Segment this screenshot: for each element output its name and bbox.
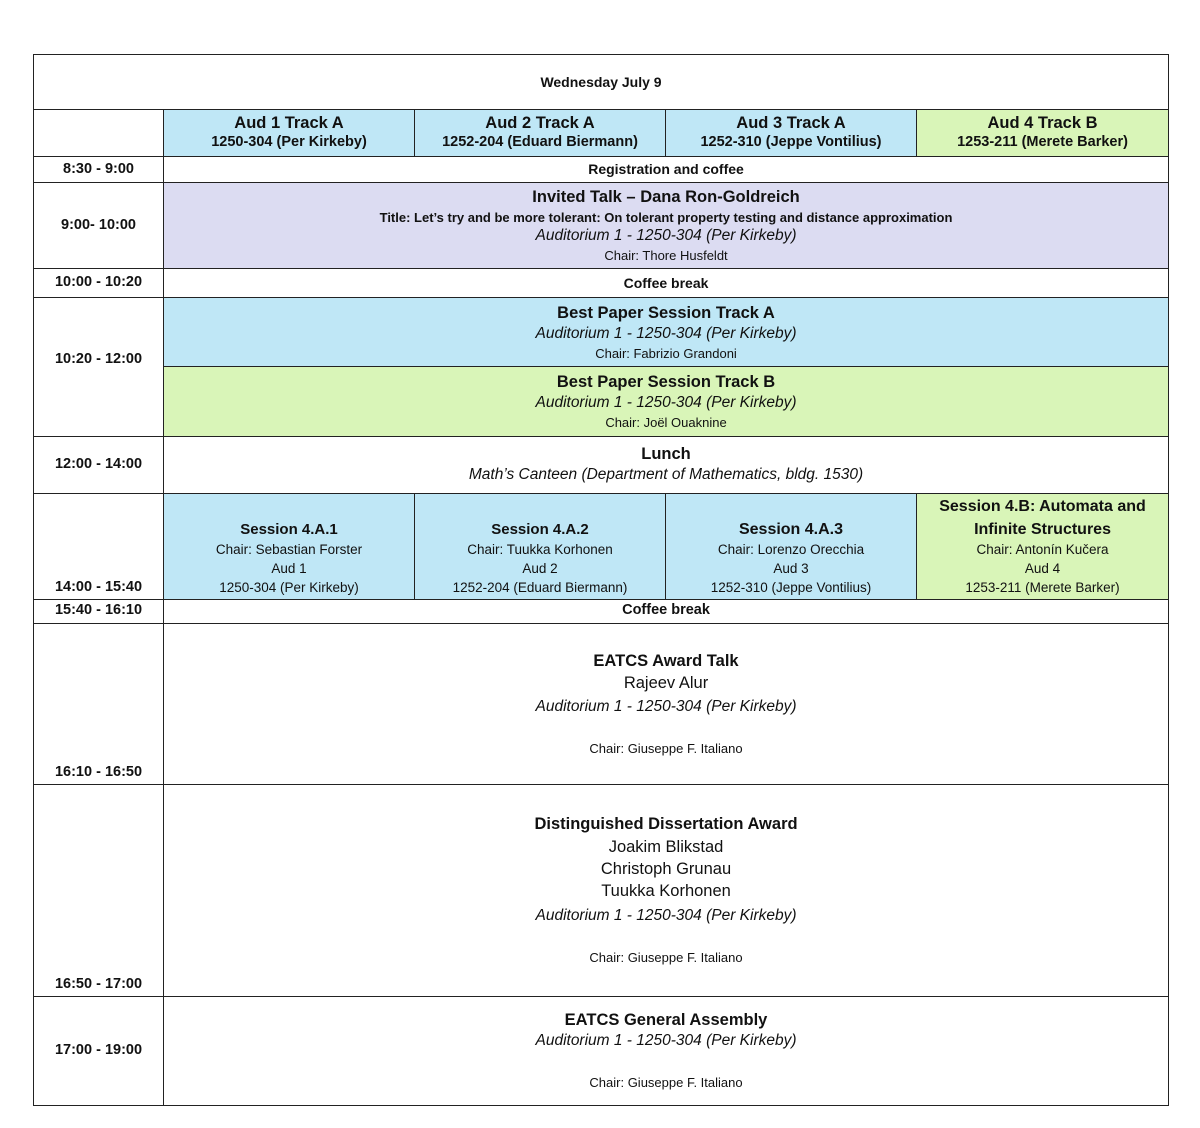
coffee-break-label: Coffee break: [164, 599, 1169, 623]
assembly-chair: Chair: Giuseppe F. Italiano: [589, 1075, 743, 1091]
lunch-location: Math’s Canteen (Department of Mathematics, bldg. 1530): [468, 466, 864, 484]
session-room: 1252-310 (Jeppe Vontilius): [710, 579, 872, 595]
dissertation-award-row: [34, 784, 1169, 996]
coffee-break-row: [34, 269, 1169, 298]
best-paper-b-row: [34, 367, 1169, 436]
session-room: 1252-204 (Eduard Biermann): [452, 579, 628, 595]
session-chair: Chair: Joël Ouaknine: [605, 415, 727, 431]
track-header-aud2: [415, 110, 666, 157]
session-chair: Chair: Antonín Kučera: [976, 541, 1109, 557]
session-aud: Aud 3: [773, 560, 809, 576]
session-4a3-cell: [666, 493, 917, 599]
session-chair: Chair: Lorenzo Orecchia: [717, 541, 865, 557]
time-cell: 10:00 - 10:20: [34, 269, 164, 298]
track-name: Aud 1 Track A: [234, 113, 344, 132]
award-winner: Joakim Blikstad: [608, 837, 724, 856]
lunch-row: [34, 436, 1169, 493]
session-chair: Chair: Fabrizio Grandoni: [595, 345, 737, 361]
best-paper-track-a-cell: [164, 298, 1169, 367]
schedule-table: [33, 54, 1169, 1106]
best-paper-track-b-cell: [164, 367, 1169, 436]
track-name: Aud 3 Track A: [736, 113, 846, 132]
assembly-heading: EATCS General Assembly: [564, 1011, 768, 1030]
track-room: 1253-211 (Merete Barker): [957, 134, 1128, 151]
session-aud: Aud 4: [1024, 560, 1061, 576]
registration-label: Registration and coffee: [164, 157, 1169, 183]
session-4a1-cell: [164, 493, 415, 599]
award-speaker: Rajeev Alur: [623, 673, 709, 692]
time-cell: [34, 298, 164, 437]
session-room: 1253-211 (Merete Barker): [965, 579, 1120, 595]
track-name: Aud 4 Track B: [987, 113, 1098, 132]
award-winner: Christoph Grunau: [600, 859, 732, 878]
dissertation-award-cell: [164, 784, 1169, 996]
award-chair: Chair: Giuseppe F. Italiano: [589, 741, 743, 757]
eatcs-award-cell: [164, 623, 1169, 784]
time-cell: 16:50 - 17:00: [34, 784, 164, 996]
lunch-label: Lunch: [641, 444, 691, 463]
award-location: Auditorium 1 - 1250-304 (Per Kirkeby): [535, 907, 797, 925]
track-header-aud1: [164, 110, 415, 157]
invited-talk-chair: Chair: Thore Husfeldt: [604, 248, 728, 264]
best-paper-a-row: [34, 298, 1169, 367]
general-assembly-row: [34, 996, 1169, 1105]
time-label: 10:20 - 12:00: [54, 351, 143, 367]
coffee-break-row: [34, 599, 1169, 623]
time-cell: 9:00- 10:00: [34, 183, 164, 269]
session-location: Auditorium 1 - 1250-304 (Per Kirkeby): [535, 325, 797, 343]
award-location: Auditorium 1 - 1250-304 (Per Kirkeby): [535, 698, 797, 716]
session-heading: Best Paper Session Track B: [556, 373, 776, 392]
award-heading: EATCS Award Talk: [593, 651, 739, 670]
coffee-break-label: Coffee break: [164, 269, 1169, 298]
session-location: Auditorium 1 - 1250-304 (Per Kirkeby): [535, 394, 797, 412]
track-header-aud4: [917, 110, 1169, 157]
session-aud: Aud 1: [271, 560, 307, 576]
track-room: 1250-304 (Per Kirkeby): [211, 134, 367, 151]
registration-row: [34, 157, 1169, 183]
award-winner: Tuukka Korhonen: [601, 882, 731, 901]
time-cell: 15:40 - 16:10: [34, 599, 164, 623]
award-heading: Distinguished Dissertation Award: [534, 815, 798, 834]
session-name: Session 4.A.3: [738, 520, 844, 538]
award-chair: Chair: Giuseppe F. Italiano: [589, 950, 743, 966]
invited-talk-cell: [164, 183, 1169, 269]
invited-talk-title: Title: Let’s try and be more tolerant: On tolerant property testing and distance approximation: [379, 209, 953, 225]
track-header-row: [34, 110, 1169, 157]
eatcs-award-row: [34, 623, 1169, 784]
invited-talk-heading: Invited Talk – Dana Ron-Goldreich: [532, 188, 800, 207]
session-name: Session 4.A.1: [240, 521, 338, 539]
time-cell: 14:00 - 15:40: [34, 493, 164, 599]
time-cell: 8:30 - 9:00: [34, 157, 164, 183]
assembly-location: Auditorium 1 - 1250-304 (Per Kirkeby): [535, 1032, 797, 1050]
track-room: 1252-310 (Jeppe Vontilius): [700, 134, 882, 151]
sessions-4-row: [34, 493, 1169, 599]
session-4b-cell: [917, 493, 1169, 599]
session-chair: Chair: Tuukka Korhonen: [467, 541, 613, 557]
page-title: Wednesday July 9: [34, 55, 1169, 110]
lunch-cell: [164, 436, 1169, 493]
title-row: [34, 55, 1169, 110]
track-name: Aud 2 Track A: [485, 113, 595, 132]
track-header-aud3: [666, 110, 917, 157]
invited-talk-row: [34, 183, 1169, 269]
time-cell: 12:00 - 14:00: [34, 436, 164, 493]
session-name: Session 4.A.2: [491, 521, 589, 539]
time-cell: 16:10 - 16:50: [34, 623, 164, 784]
general-assembly-cell: [164, 996, 1169, 1105]
session-heading: Best Paper Session Track A: [557, 303, 775, 322]
session-name: Session 4.B: Automata and: [939, 497, 1146, 515]
session-aud: Aud 2: [522, 560, 558, 576]
session-room: 1250-304 (Per Kirkeby): [219, 579, 359, 595]
time-cell: 17:00 - 19:00: [34, 996, 164, 1105]
invited-talk-location: Auditorium 1 - 1250-304 (Per Kirkeby): [535, 227, 797, 245]
session-4a2-cell: [415, 493, 666, 599]
session-name: Infinite Structures: [974, 520, 1111, 538]
time-header-cell: [34, 110, 164, 157]
track-room: 1252-204 (Eduard Biermann): [442, 134, 638, 151]
session-chair: Chair: Sebastian Forster: [215, 541, 363, 557]
